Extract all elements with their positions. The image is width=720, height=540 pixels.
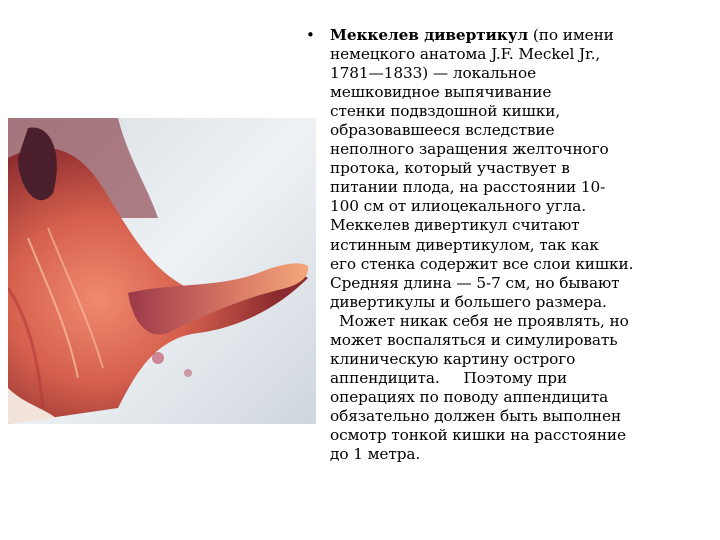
title-rest: (по имени bbox=[528, 26, 614, 44]
definition-paragraph bbox=[330, 26, 701, 312]
text-line: операциях по поводу аппендицита bbox=[330, 387, 609, 406]
text-line: Меккелев дивертикул считают bbox=[330, 216, 580, 235]
text-line: клиническую картину острого bbox=[330, 349, 576, 368]
text-line: протока, который участвует в bbox=[330, 159, 570, 178]
text-line: немецкого анатома J.F. Meckel Jr., bbox=[330, 45, 601, 64]
text-line: образовавшееся вследствие bbox=[330, 121, 555, 140]
bullet-marker: • bbox=[306, 26, 315, 44]
text-line: 1781—1833) — локальное bbox=[330, 64, 537, 83]
text-line: аппендицита. Поэтому при bbox=[330, 368, 568, 387]
text-line: осмотр тонкой кишки на расстояние bbox=[330, 425, 626, 444]
text-line: неполного заращения желточного bbox=[330, 140, 609, 159]
slide-text bbox=[306, 26, 701, 464]
text-line: Может никак себя не проявлять, но bbox=[339, 311, 629, 330]
text-line: мешковидное выпячивание bbox=[330, 83, 552, 102]
text-line: истинным дивертикулом, так как bbox=[330, 235, 599, 254]
text-line: может воспаляться и симулировать bbox=[330, 330, 618, 349]
diverticulum-photo bbox=[8, 118, 316, 424]
clinical-paragraph bbox=[330, 312, 701, 464]
title-line bbox=[330, 26, 701, 45]
term-title: Меккелев дивертикул bbox=[330, 26, 529, 44]
text-line: его стенка содержит все слои кишки. bbox=[330, 254, 634, 273]
text-line: питании плода, на расстоянии 10- bbox=[330, 178, 606, 197]
text-line: дивертикулы и большего размера. bbox=[330, 292, 607, 311]
text-line: 100 см от илиоцекального угла. bbox=[330, 197, 587, 216]
text-line: Средняя длина — 5-7 см, но бывают bbox=[330, 273, 620, 292]
text-line: обязательно должен быть выполнен bbox=[330, 406, 622, 425]
text-line: стенки подвздошной кишки, bbox=[330, 102, 561, 121]
text-line: до 1 метра. bbox=[330, 445, 421, 464]
